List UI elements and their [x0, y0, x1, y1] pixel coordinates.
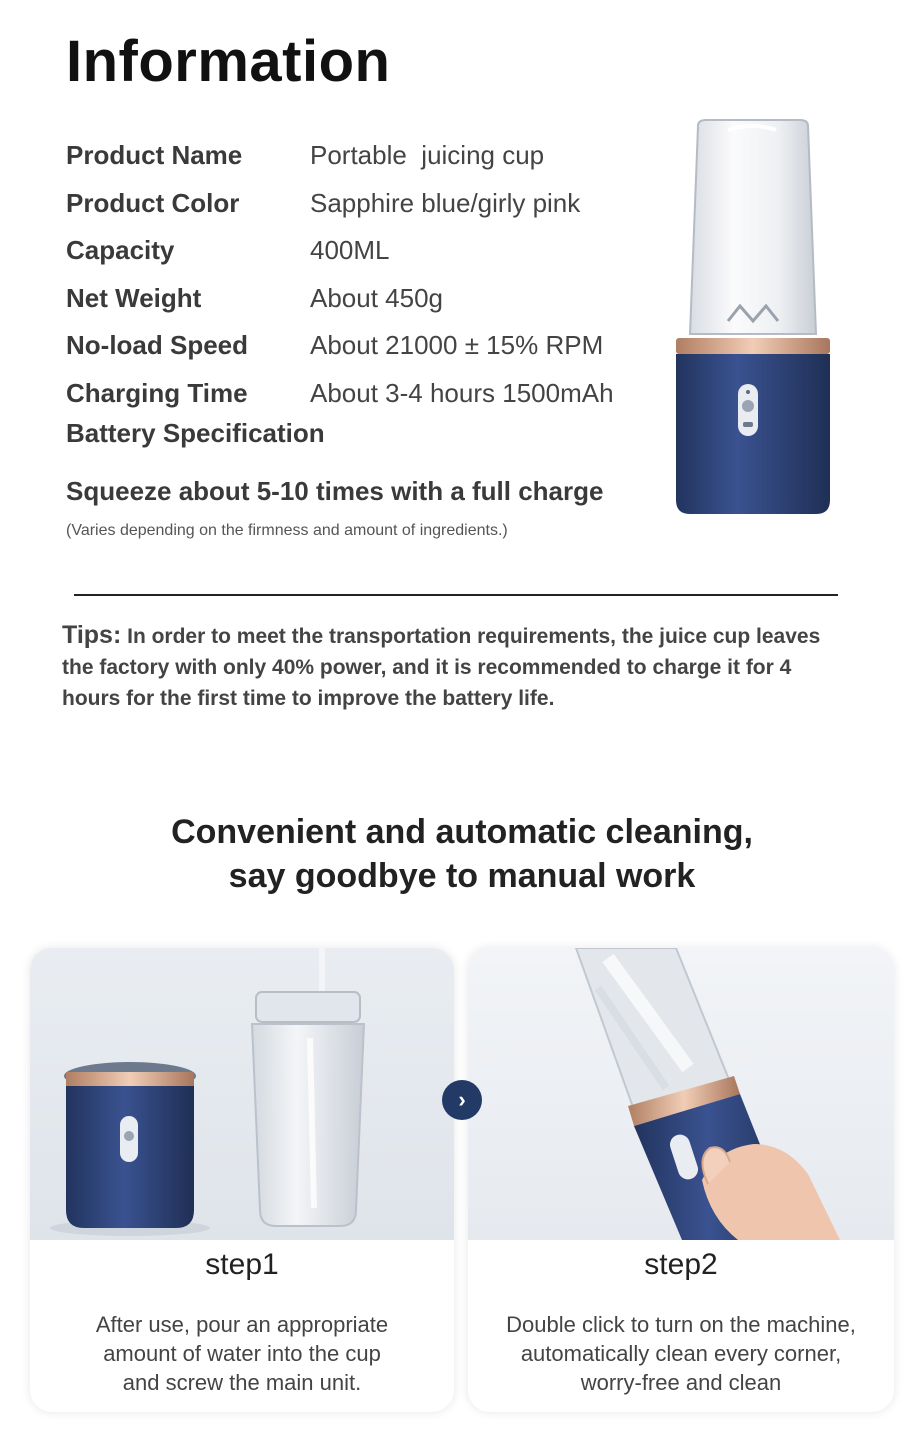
- squeeze-note: (Varies depending on the firmness and amount of ingredients.): [66, 522, 508, 539]
- tips-text: In order to meet the transportation requirements, the juice cup leaves the factory with only 40% power, and it is recommended to charge it for 4 hours for the first time to improve the battery life.: [62, 625, 821, 710]
- step1-line: After use, pour an appropriate: [95, 1312, 389, 1337]
- step2-title: step2: [644, 1248, 718, 1281]
- spec-row-product-color: [66, 180, 666, 228]
- spec-value: About 450g: [310, 282, 444, 313]
- page-title: Information: [66, 29, 391, 94]
- step2-line: Double click to turn on the machine,: [506, 1312, 856, 1337]
- spec-value: 400ML: [310, 235, 390, 266]
- spec-value: Sapphire blue/girly pink: [310, 187, 581, 218]
- spec-value: Portable juicing cup: [310, 140, 545, 171]
- chevron-right-icon: ›: [442, 1080, 482, 1120]
- spec-value: About 3-4 hours 1500mAh: [310, 377, 614, 408]
- tips-paragraph: [62, 620, 852, 714]
- spec-value: About 21000 ± 15% RPM: [310, 330, 604, 361]
- tips-label: Tips:: [62, 621, 122, 649]
- headline-line-2: say goodbye to manual work: [228, 857, 696, 895]
- section-divider: [74, 594, 838, 596]
- spec-row-capacity: [66, 227, 666, 275]
- spec-row-net-weight: [66, 275, 666, 323]
- step1-description: [30, 1310, 454, 1397]
- squeeze-text: Squeeze about 5-10 times with a full charge: [66, 476, 604, 506]
- step2-line: automatically clean every corner,: [520, 1341, 842, 1366]
- step1-line: and screw the main unit.: [122, 1370, 362, 1395]
- cleaning-headline: [0, 810, 924, 898]
- step2-card: [468, 948, 894, 1412]
- spec-label: Capacity: [66, 235, 175, 266]
- spec-label: Charging Time: [66, 377, 248, 408]
- spec-label: No-load Speed: [66, 330, 249, 361]
- battery-spec-label: Battery Specification: [66, 418, 325, 448]
- step2-photo: [468, 948, 894, 1240]
- juicer-product-image: [668, 116, 838, 526]
- step1-title: step1: [205, 1248, 279, 1281]
- spec-label: Product Name: [66, 140, 243, 171]
- step2-description: [468, 1310, 894, 1397]
- step2-line: worry-free and clean: [580, 1370, 782, 1395]
- step1-card: [30, 948, 454, 1412]
- spec-row-no-load-speed: [66, 322, 666, 370]
- spec-label: Product Color: [66, 187, 240, 218]
- spec-table: [66, 132, 666, 417]
- step1-line: amount of water into the cup: [103, 1341, 381, 1366]
- step1-photo: [30, 948, 454, 1240]
- headline-line-1: Convenient and automatic cleaning,: [171, 813, 753, 851]
- spec-row-product-name: [66, 132, 666, 180]
- spec-row-charging-time: [66, 370, 666, 418]
- spec-label: Net Weight: [66, 282, 202, 313]
